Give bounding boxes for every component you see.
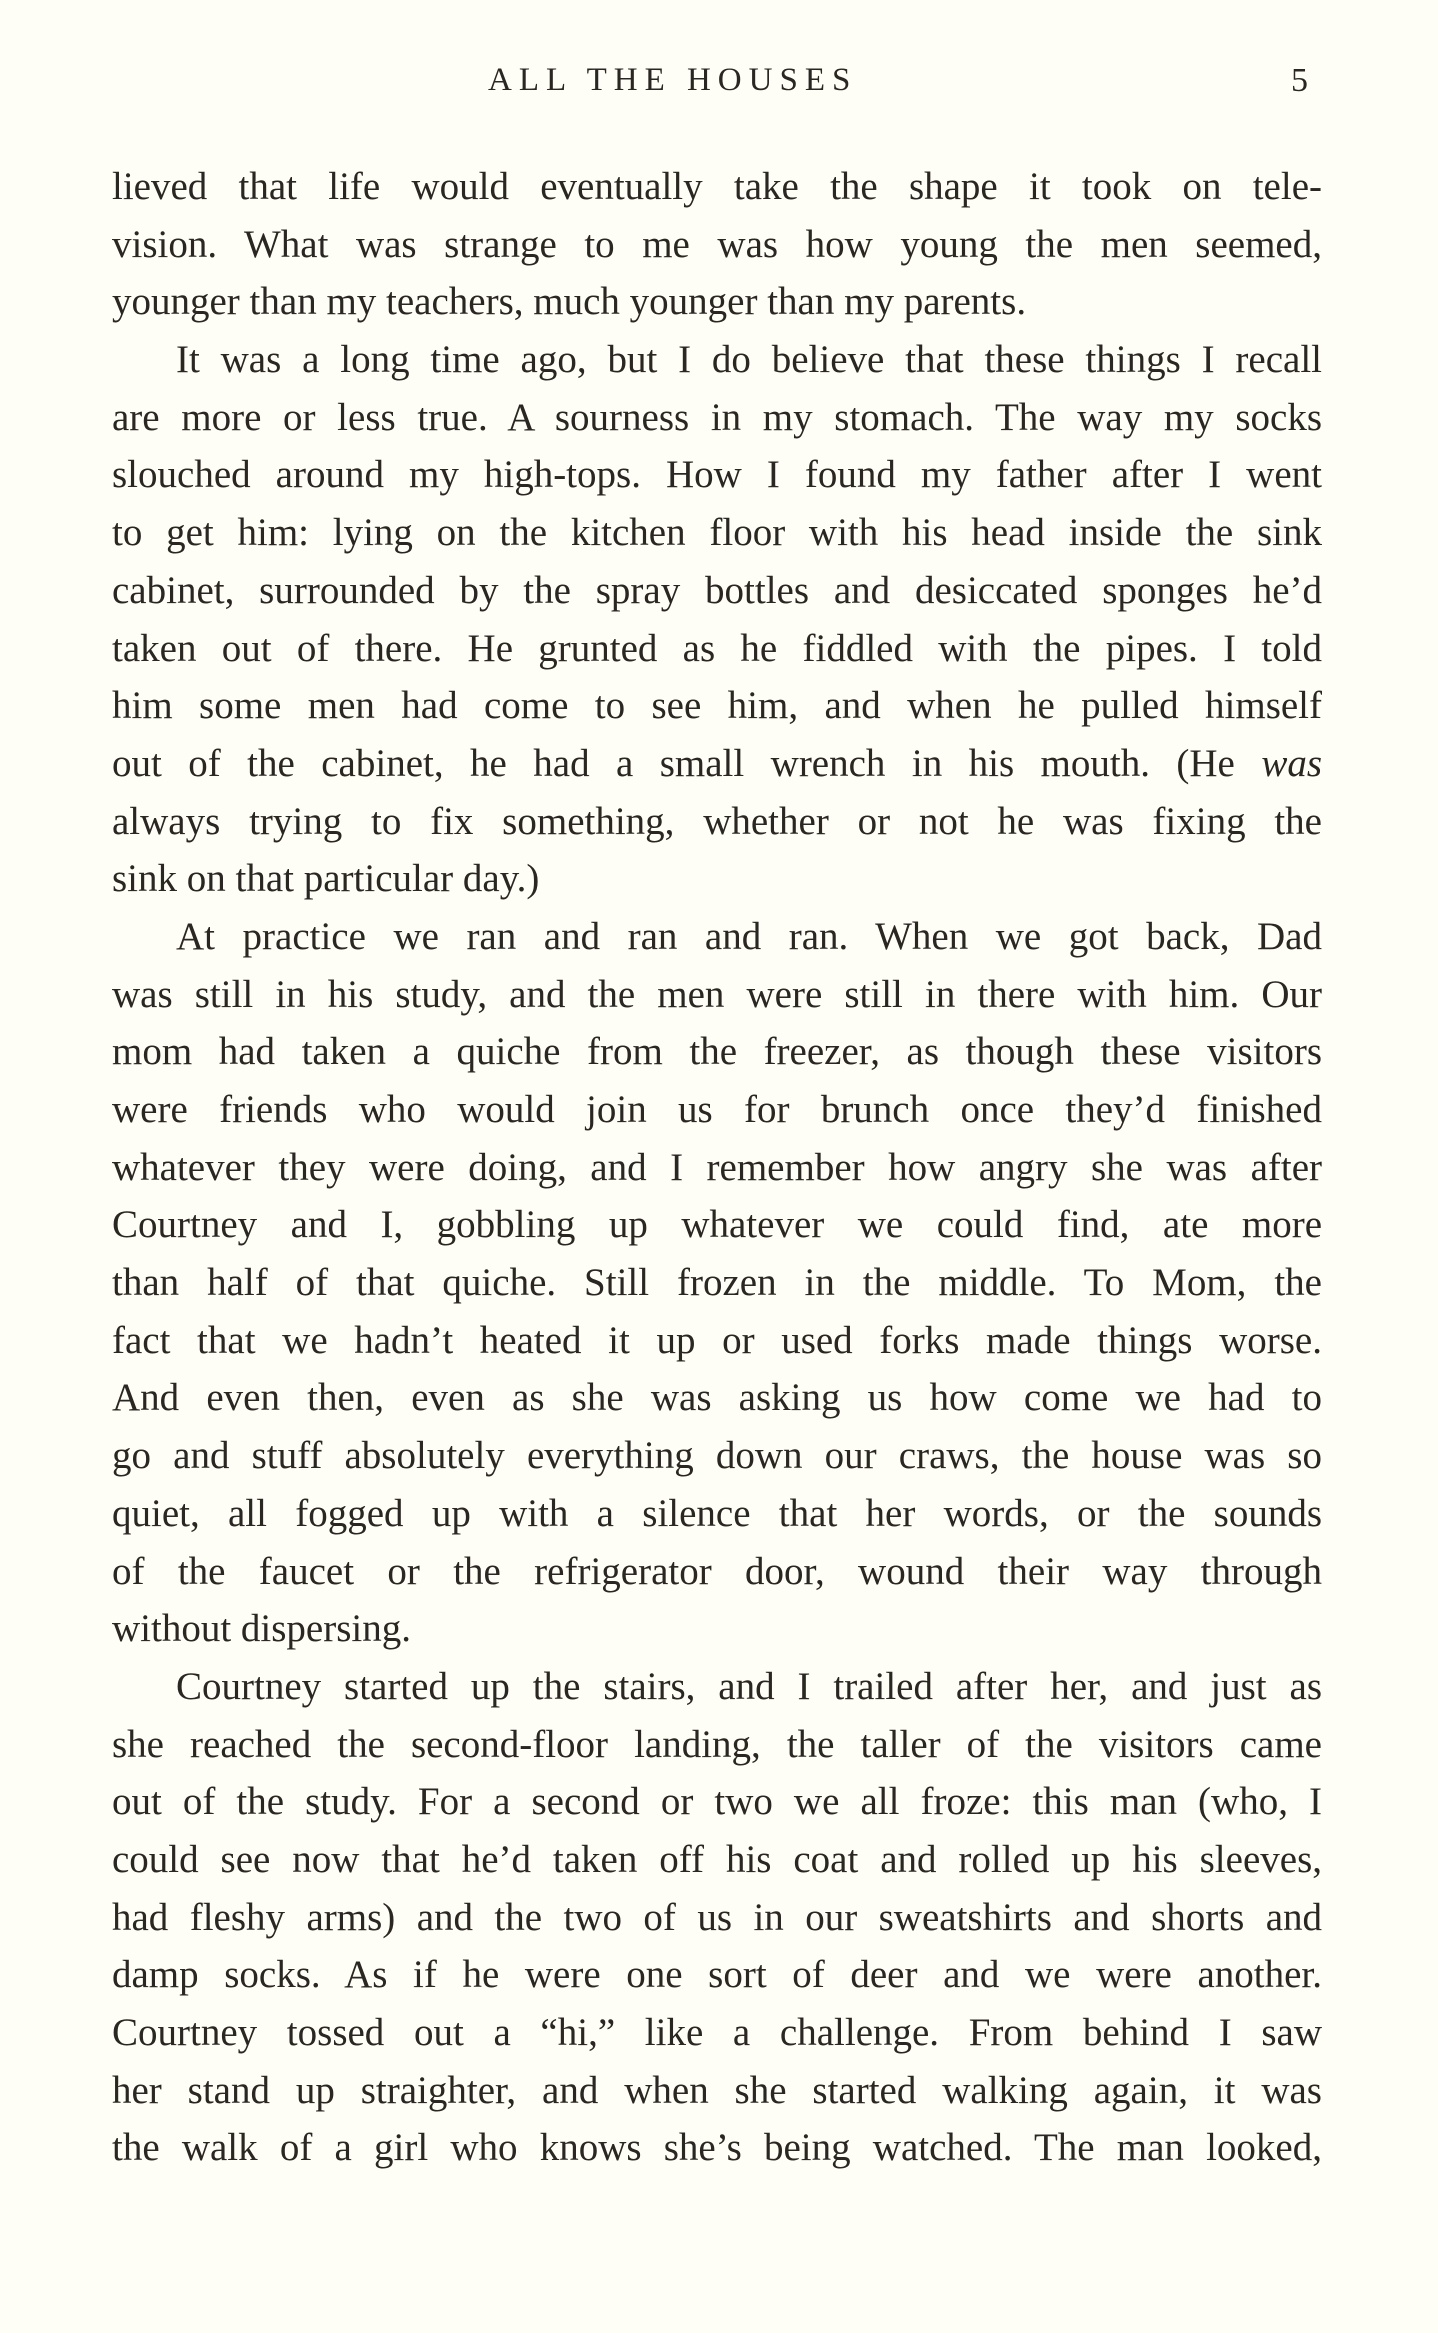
text-line: to get him: lying on the kitchen floor with his head inside the sink (112, 511, 1322, 555)
text-line: lieved that life would eventually take the shape it took on tele- (112, 165, 1322, 208)
paragraph-first-line: It was a long time ago, but I do believe that these things I recall (176, 338, 1322, 382)
text-line: damp socks. As if he were one sort of deer and we were another. (112, 1953, 1322, 1997)
paragraph-first-line: Courtney started up the stairs, and I trailed after her, and just as (176, 1664, 1322, 1708)
text-line: Courtney and I, gobbling up whatever we could find, ate more (112, 1203, 1322, 1247)
text-line: slouched around my high-tops. How I found my father after I went (112, 453, 1322, 497)
text-line: always trying to fix something, whether or not he was fixing the (112, 799, 1322, 843)
text-line: taken out of there. He grunted as he fiddled with the pipes. I told (112, 626, 1322, 670)
text-line: than half of that quiche. Still frozen in the middle. To Mom, the (112, 1261, 1322, 1305)
paragraph-first-line: At practice we ran and ran and ran. When we got back, Dad (176, 914, 1322, 958)
text-line: him some men had come to see him, and when he pulled himself (112, 684, 1322, 728)
text-line: she reached the second-floor landing, the taller of the visitors came (112, 1722, 1322, 1766)
text-line: younger than my teachers, much younger than my parents. (112, 280, 1027, 324)
book-title: ALL THE HOUSES (488, 62, 858, 98)
text-line: her stand up straighter, and when she started walking again, it was (112, 2068, 1322, 2112)
text-line: are more or less true. A sourness in my stomach. The way my socks (112, 395, 1322, 439)
text-line: were friends who would join us for brunch once they’d finished (112, 1088, 1322, 1131)
text-line: out of the study. For a second or two we all froze: this man (who, I (112, 1780, 1322, 1824)
text-line: sink on that particular day.) (112, 857, 540, 901)
italic-emphasis: was (1261, 741, 1323, 785)
text-line (112, 735, 1322, 793)
text-line: of the faucet or the refrigerator door, wound their way through (112, 1549, 1322, 1593)
text-line: whatever they were doing, and I remember how angry she was after (112, 1145, 1322, 1189)
text-line: vision. What was strange to me was how young the men seemed, (112, 222, 1322, 266)
text-line: the walk of a girl who knows she’s being watched. The man looked, (112, 2126, 1322, 2170)
page-number: 5 (1291, 62, 1308, 99)
text-line: mom had taken a quiche from the freezer, as though these visitors (112, 1030, 1322, 1074)
text-line: Courtney tossed out a “hi,” like a challenge. From behind I saw (112, 2011, 1322, 2054)
text-line: without dispersing. (112, 1607, 411, 1651)
text-line: had fleshy arms) and the two of us in our sweatshirts and shorts and (112, 1895, 1322, 1939)
text-line: quiet, all fogged up with a silence that her words, or the sounds (112, 1491, 1322, 1535)
text-line: go and stuff absolutely everything down our craws, the house was so (112, 1434, 1322, 1478)
text-segment: out of the cabinet, he had a small wrench in his mouth. (He (112, 741, 1235, 785)
text-line: could see now that he’d taken off his coat and rolled up his sleeves, (112, 1837, 1322, 1881)
text-line: cabinet, surrounded by the spray bottles and desiccated sponges he’d (112, 568, 1322, 612)
text-line: And even then, even as she was asking us how come we had to (112, 1376, 1322, 1420)
text-line: fact that we hadn’t heated it up or used forks made things worse. (112, 1318, 1322, 1362)
text-line: was still in his study, and the men were still in there with him. Our (112, 972, 1322, 1016)
running-head (0, 62, 1438, 112)
body-text (112, 158, 1322, 2177)
